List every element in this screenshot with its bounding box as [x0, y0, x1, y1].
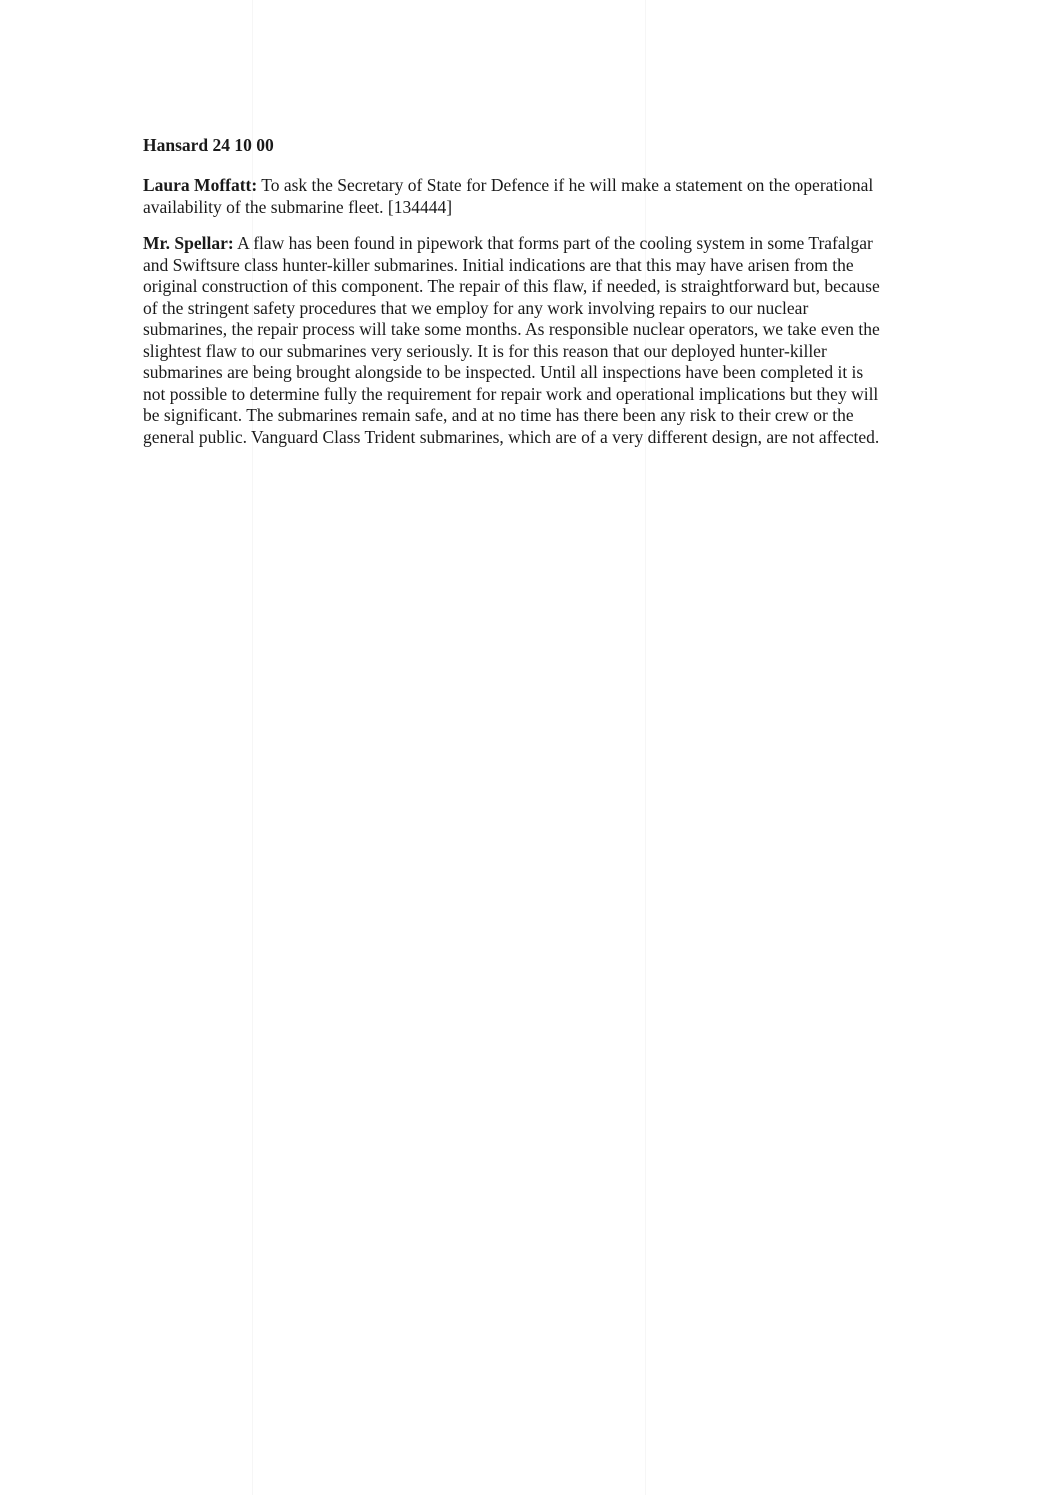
question-paragraph: [143, 175, 883, 218]
answer-speaker: Mr. Spellar:: [143, 233, 234, 253]
document-title: Hansard 24 10 00: [143, 135, 274, 155]
answer-text: A flaw has been found in pipework that forms part of the cooling system in some Trafalgar and Swiftsure class hunter-killer submarines. Initial indications are that this may have arisen from the original construction of this component. The repair of this flaw, if needed, is straightforward but, because of the stringent safety procedures that we employ for any work involving repairs to our nuclear submarines, the repair process will take some months. As responsible nuclear operators, we take even the slightest flaw to our submarines very seriously. It is for this reason that our deployed hunter-killer submarines are being brought alongside to be inspected. Until all inspections have been completed it is not possible to determine fully the requirement for repair work and operational implications but they will be significant. The submarines remain safe, and at no time has there been any risk to their crew or the general public. Vanguard Class Trident submarines, which are of a very different design, are not affected.: [143, 233, 880, 447]
answer-paragraph: [143, 233, 883, 448]
document-page: [143, 134, 883, 463]
question-speaker: Laura Moffatt:: [143, 175, 258, 195]
question-text: To ask the Secretary of State for Defence if he will make a statement on the operational availability of the submarine fleet. [134444]: [143, 175, 874, 217]
